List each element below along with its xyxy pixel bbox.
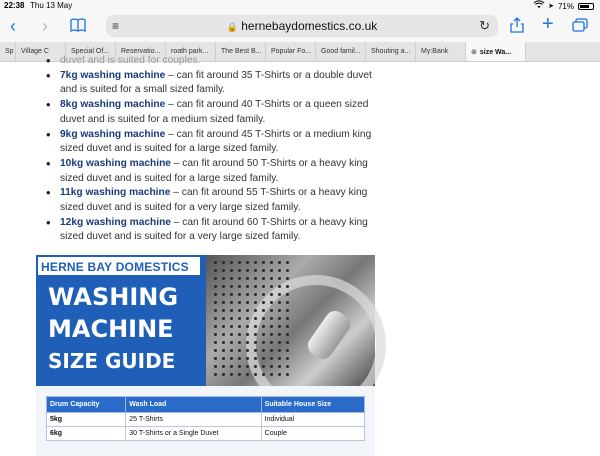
size-table	[46, 396, 365, 441]
banner-line-1: WASHING	[48, 283, 179, 311]
list-item-text: – can fit around 60 T-Shirts or a heavy king sized duvet and is suited for a very large sized family.	[60, 216, 368, 243]
list-item	[40, 157, 380, 186]
capacity-list	[40, 54, 380, 245]
status-date: Thu 13 May	[30, 1, 73, 10]
new-tab-icon[interactable]: +	[542, 13, 554, 35]
back-icon[interactable]: ‹	[10, 16, 16, 36]
list-item	[40, 54, 380, 69]
tab-label: Special Of...	[71, 48, 110, 55]
brand-logo: HERNE BAY DOMESTICS	[36, 255, 202, 277]
tab-label: The Best B...	[221, 48, 262, 55]
table-cell: 25 T-Shirts	[126, 413, 261, 427]
table-cell: 6kg	[47, 427, 126, 441]
forward-icon[interactable]: ›	[42, 16, 48, 36]
banner-line-3: SIZE GUIDE	[48, 349, 176, 373]
address-bar[interactable]	[106, 15, 498, 37]
list-item-capacity: 12kg washing machine	[60, 216, 171, 228]
page-content	[0, 55, 600, 450]
list-item-text: – can fit around 50 T-Shirts or a heavy king sized duvet and is suited for a large sized family.	[60, 157, 368, 184]
banner-line-2: MACHINE	[48, 315, 174, 343]
url-text[interactable]: 🔒 hernebaydomestics.co.uk	[226, 19, 378, 33]
tab-label: Village C	[21, 48, 49, 55]
table-cell: Couple	[261, 427, 364, 441]
table-header-cell: Suitable House Size	[261, 397, 364, 413]
lock-icon: 🔒	[226, 22, 238, 32]
size-guide-banner	[36, 255, 375, 386]
list-item-capacity: 10kg washing machine	[60, 157, 171, 169]
tab-10[interactable]	[466, 42, 526, 61]
tab-label: Good famil...	[321, 48, 361, 55]
reader-icon[interactable]: ≡	[112, 19, 120, 33]
tabs-overview-icon[interactable]	[572, 18, 588, 36]
list-item	[40, 128, 380, 157]
close-tab-icon[interactable]: ⊗	[471, 49, 477, 56]
browser-toolbar	[0, 12, 600, 42]
tab-label: Popular Fo...	[271, 48, 312, 55]
tab-label: roath park...	[171, 48, 209, 55]
tab-0[interactable]	[0, 42, 16, 61]
list-item-text: – can fit around 40 T-Shirts or a queen sized duvet and is suited for a medium sized family.	[60, 99, 369, 125]
table-header-cell: Drum Capacity	[47, 397, 126, 413]
list-item	[40, 69, 380, 98]
table-row	[47, 427, 365, 441]
wifi-icon	[534, 1, 544, 11]
list-item-capacity: 11kg washing machine	[60, 187, 171, 199]
tab-label: Sp	[5, 48, 14, 55]
list-item-text: – can fit around 35 T-Shirts or a double duvet and is suited for a small sized family.	[60, 69, 372, 96]
bookmarks-icon[interactable]	[70, 18, 86, 36]
tab-label: size Wa...	[479, 49, 512, 56]
share-icon[interactable]	[510, 17, 524, 37]
tab-label: My:Bank	[421, 48, 449, 55]
reload-icon[interactable]: ↻	[479, 18, 490, 33]
table-cell: 5kg	[47, 413, 126, 427]
location-icon: ➤	[548, 3, 554, 10]
table-header-cell: Wash Load	[126, 397, 261, 413]
list-item-capacity: 8kg washing machine	[60, 99, 166, 111]
size-table-container	[36, 386, 375, 456]
table-cell: 30 T-Shirts or a Single Duvet	[126, 427, 261, 441]
table-header-row	[47, 397, 365, 413]
battery-icon	[578, 3, 594, 10]
battery-percent: 71%	[557, 1, 574, 11]
table-row	[47, 413, 365, 427]
list-item	[40, 216, 380, 245]
tab-label: Shouting a...	[371, 48, 411, 55]
table-cell: Individual	[261, 413, 364, 427]
tab-9[interactable]	[416, 42, 466, 61]
list-item-capacity: 7kg washing machine	[60, 69, 166, 81]
status-time: 22:38	[4, 1, 25, 10]
list-item-text: – can fit around 45 T-Shirts or a medium king sized duvet and is suited for a large sized family.	[60, 128, 372, 155]
drum-photo	[206, 255, 375, 386]
list-item	[40, 186, 380, 215]
list-item-text: duvet and is suited for couples.	[60, 55, 201, 66]
status-right	[534, 1, 594, 11]
list-item-capacity: 9kg washing machine	[60, 128, 166, 140]
status-bar	[0, 0, 600, 12]
list-item-text: – can fit around 55 T-Shirts or a heavy king sized duvet and is suited for a very large sized family.	[60, 187, 368, 214]
list-item	[40, 98, 380, 127]
tab-label: Reservatio...	[121, 48, 161, 55]
